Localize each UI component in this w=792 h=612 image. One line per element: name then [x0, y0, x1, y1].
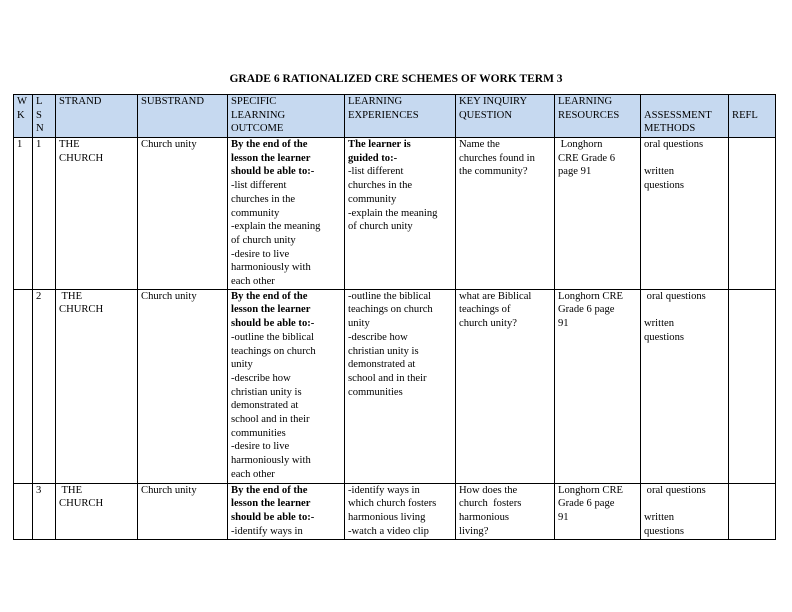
cell-learning-experiences: -identify ways in which church fosters harmonious living -watch a video clip: [345, 483, 456, 539]
header-specific-learning-outcome: SPECIFIC LEARNING OUTCOME: [228, 95, 345, 138]
cell-strand: THE CHURCH: [56, 138, 138, 290]
schemes-of-work-table: [13, 94, 776, 540]
cell-learning-experiences: -outline the biblical teachings on church unity -describe how christian unity is demonstrated at school and in their communities: [345, 289, 456, 483]
cell-learning-resources: Longhorn CRE Grade 6 page 91: [555, 289, 641, 483]
header-reflection: REFL: [729, 95, 776, 138]
cell-learning-experiences: The learner is guided to:- -list different churches in the community -explain the meaning of church unity: [345, 138, 456, 290]
cell-key-inquiry-question: How does the church fosters harmonious living?: [456, 483, 555, 539]
cell-substrand: Church unity: [138, 138, 228, 290]
cell-week: 1: [14, 138, 33, 290]
cell-week: [14, 483, 33, 539]
cell-week: [14, 289, 33, 483]
header-week: W K: [14, 95, 33, 138]
cell-key-inquiry-question: Name the churches found in the community?: [456, 138, 555, 290]
cell-reflection: [729, 483, 776, 539]
cell-substrand: Church unity: [138, 289, 228, 483]
header-key-inquiry-question: KEY INQUIRY QUESTION: [456, 95, 555, 138]
cell-reflection: [729, 289, 776, 483]
cell-assessment-methods: oral questions written questions: [641, 483, 729, 539]
cell-lesson: 2: [33, 289, 56, 483]
cell-lesson: 3: [33, 483, 56, 539]
header-lesson: L S N: [33, 95, 56, 138]
cell-specific-learning-outcome: By the end of the lesson the learner should be able to:- -outline the biblical teachings on church unity -describe how christian unity is demonstrated at school and in their communities -desire to live harmoniously with each other: [228, 289, 345, 483]
cell-learning-resources: Longhorn CRE Grade 6 page 91: [555, 138, 641, 290]
cell-strand: THE CHURCH: [56, 483, 138, 539]
header-substrand: SUBSTRAND: [138, 95, 228, 138]
document-title: GRADE 6 RATIONALIZED CRE SCHEMES OF WORK TERM 3: [229, 73, 563, 85]
table-header-row: [14, 95, 776, 138]
cell-strand: THE CHURCH: [56, 289, 138, 483]
cell-specific-learning-outcome: By the end of the lesson the learner should be able to:- -identify ways in: [228, 483, 345, 539]
cell-learning-resources: Longhorn CRE Grade 6 page 91: [555, 483, 641, 539]
cell-lesson: 1: [33, 138, 56, 290]
cell-assessment-methods: oral questions written questions: [641, 289, 729, 483]
cell-assessment-methods: oral questions written questions: [641, 138, 729, 290]
cell-key-inquiry-question: what are Biblical teachings of church unity?: [456, 289, 555, 483]
header-assessment-methods: ASSESSMENT METHODS: [641, 95, 729, 138]
table-row: [14, 289, 776, 483]
header-strand: STRAND: [56, 95, 138, 138]
cell-specific-learning-outcome: By the end of the lesson the learner should be able to:- -list different churches in the community -explain the meaning of church unity -desire to live harmoniously with each other: [228, 138, 345, 290]
header-learning-experiences: LEARNING EXPERIENCES: [345, 95, 456, 138]
cell-reflection: [729, 138, 776, 290]
table-row: [14, 138, 776, 290]
table-row: [14, 483, 776, 539]
header-learning-resources: LEARNING RESOURCES: [555, 95, 641, 138]
cell-substrand: Church unity: [138, 483, 228, 539]
